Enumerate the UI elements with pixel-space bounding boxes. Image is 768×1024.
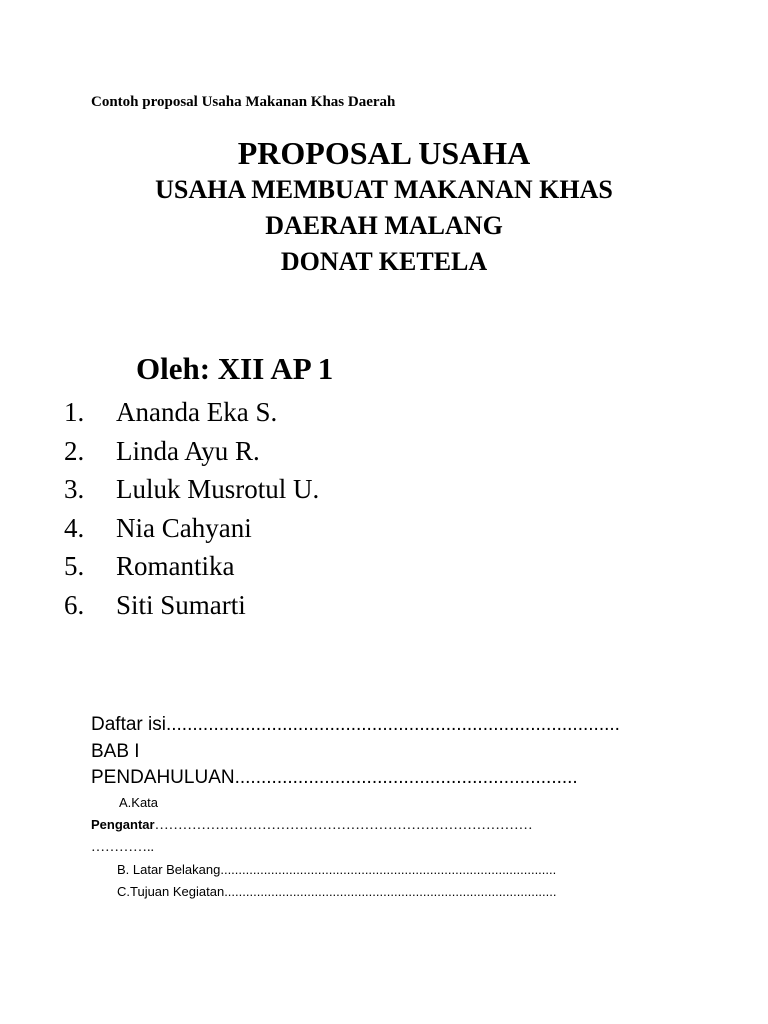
member-number: 4.: [64, 512, 85, 543]
member-item: [64, 470, 319, 509]
proposal-title: PROPOSAL USAHA: [237, 135, 531, 171]
member-number: 6.: [64, 589, 85, 620]
member-name: Siti Sumarti: [116, 589, 246, 620]
member-number: 3.: [64, 474, 85, 505]
member-item: [64, 393, 319, 432]
toc-a-kata: A.Kata: [119, 794, 159, 810]
document-caption: Contoh proposal Usaha Makanan Khas Daerah: [91, 94, 396, 110]
member-name: Linda Ayu R.: [116, 435, 260, 466]
member-name: Nia Cahyani: [116, 512, 252, 543]
member-number: 5.: [64, 551, 85, 582]
toc-pengantar-label: Pengantar: [91, 816, 155, 832]
member-item: [64, 586, 319, 625]
subtitle-line-1: USAHA MEMBUAT MAKANAN KHAS: [155, 175, 613, 204]
toc-tujuan-kegiatan: C.Tujuan Kegiatan............................................................................................: [117, 883, 557, 899]
toc-latar-belakang: B. Latar Belakang.............................................................................................: [117, 861, 557, 877]
toc-bab-i: BAB I: [91, 740, 140, 762]
toc-pengantar-dots: ………………………………………………………………………: [154, 817, 533, 833]
member-name: Ananda Eka S.: [116, 397, 278, 427]
member-item: [64, 432, 319, 471]
member-item: [64, 547, 319, 586]
table-of-contents: [91, 712, 620, 903]
author-heading: Oleh: XII AP 1: [136, 351, 334, 386]
toc-pendahuluan: PENDAHULUAN.................................................................: [91, 767, 578, 788]
member-name: Luluk Musrotul U.: [116, 474, 320, 505]
member-number: 1.: [64, 397, 85, 427]
toc-pengantar-continuation: …………..: [91, 839, 154, 855]
subtitle-line-2: DAERAH MALANG: [265, 211, 503, 240]
subtitle-line-3: DONAT KETELA: [280, 247, 488, 276]
toc-daftar-isi: Daftar isi......................................................................................: [91, 714, 620, 735]
member-number: 2.: [64, 435, 85, 466]
member-item: [64, 509, 319, 548]
member-list: [64, 393, 319, 625]
toc-pengantar-line: [91, 814, 620, 837]
member-name: Romantika: [116, 551, 235, 582]
title-block: [0, 134, 768, 280]
